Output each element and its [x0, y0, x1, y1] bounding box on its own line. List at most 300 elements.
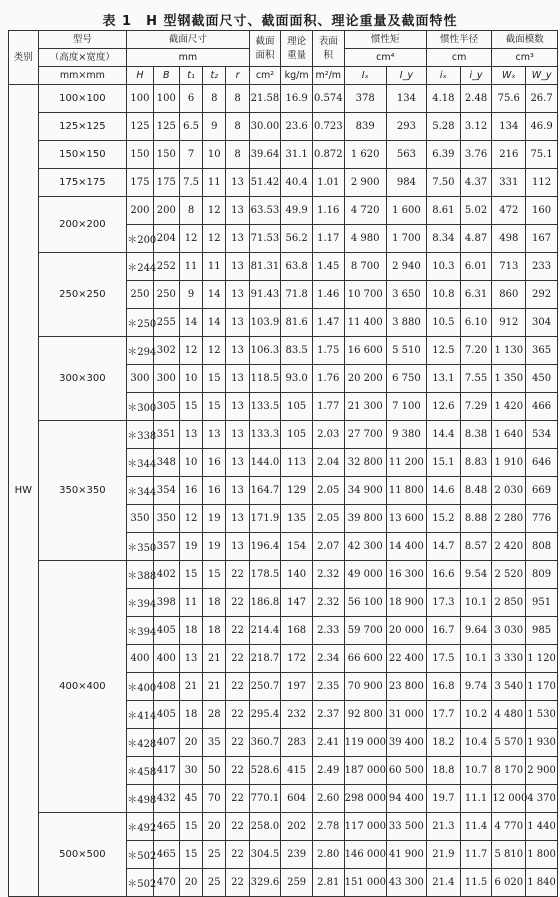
- data-cell: 17.7: [426, 701, 460, 729]
- table-row: [9, 421, 558, 449]
- data-cell: 175: [153, 169, 179, 197]
- data-cell: 2 900: [526, 757, 558, 785]
- data-cell: 8: [179, 197, 202, 225]
- data-cell: 13: [226, 337, 249, 365]
- data-cell: 259: [281, 869, 313, 897]
- header-col-H: H: [127, 67, 153, 85]
- data-cell: 465: [153, 813, 179, 841]
- data-cell: 22: [226, 869, 249, 897]
- data-cell: 13: [226, 393, 249, 421]
- data-cell: 150: [127, 141, 153, 169]
- data-cell: 15: [179, 393, 202, 421]
- data-cell: 2.41: [312, 729, 344, 757]
- data-cell: 81.31: [249, 253, 281, 281]
- data-cell: 75.1: [526, 141, 558, 169]
- data-cell: 172: [281, 645, 313, 673]
- table-body: [9, 85, 558, 897]
- data-cell: 16: [203, 449, 226, 477]
- data-cell: 331: [492, 169, 526, 197]
- data-cell: 2.33: [312, 617, 344, 645]
- data-cell: 19: [203, 505, 226, 533]
- data-cell: 12: [179, 225, 202, 253]
- data-cell: 20 000: [386, 617, 426, 645]
- data-cell: 2.03: [312, 421, 344, 449]
- data-cell: 6.01: [460, 253, 492, 281]
- data-cell: 7 100: [386, 393, 426, 421]
- data-cell: 15: [203, 365, 226, 393]
- data-cell: 8 170: [492, 757, 526, 785]
- data-cell: 498: [492, 225, 526, 253]
- data-cell: 18: [179, 617, 202, 645]
- data-cell: 4 980: [344, 225, 386, 253]
- data-cell: 13: [179, 421, 202, 449]
- data-cell: 470: [153, 869, 179, 897]
- data-cell: 258.0: [249, 813, 281, 841]
- data-cell: 66 600: [344, 645, 386, 673]
- data-cell: 2.81: [312, 869, 344, 897]
- data-cell: 293: [386, 113, 426, 141]
- data-cell: 1 600: [386, 197, 426, 225]
- data-cell: 12 000: [492, 785, 526, 813]
- data-cell: 9.54: [460, 561, 492, 589]
- data-cell: 22: [226, 701, 249, 729]
- data-cell: 528.6: [249, 757, 281, 785]
- data-cell: 776: [526, 505, 558, 533]
- data-cell: 808: [526, 533, 558, 561]
- data-cell: 2 940: [386, 253, 426, 281]
- data-cell: 18 900: [386, 589, 426, 617]
- model-size-cell: 500×500: [38, 813, 127, 897]
- data-cell: 232: [281, 701, 313, 729]
- data-cell: 11: [179, 589, 202, 617]
- data-cell: 10.2: [460, 701, 492, 729]
- data-cell: 11 800: [386, 477, 426, 505]
- header-category: 类别: [9, 31, 39, 85]
- model-size-cell: 200×200: [38, 197, 127, 253]
- data-cell: 4 770: [492, 813, 526, 841]
- data-cell: 118.5: [249, 365, 281, 393]
- data-cell: 13: [226, 169, 249, 197]
- data-cell: 31.1: [281, 141, 313, 169]
- data-cell: 2.32: [312, 589, 344, 617]
- data-cell: 175: [127, 169, 153, 197]
- data-cell: 13 600: [386, 505, 426, 533]
- data-cell: 10.5: [426, 309, 460, 337]
- data-cell: 200: [153, 197, 179, 225]
- data-cell: 951: [526, 589, 558, 617]
- data-cell: 0.723: [312, 113, 344, 141]
- data-cell: 43 300: [386, 869, 426, 897]
- data-cell: 164.7: [249, 477, 281, 505]
- data-cell: 13: [226, 505, 249, 533]
- data-cell: 11: [179, 253, 202, 281]
- data-cell: 12: [203, 225, 226, 253]
- data-cell: 300: [127, 365, 153, 393]
- data-cell: 20 200: [344, 365, 386, 393]
- data-cell: ＊294: [127, 337, 153, 365]
- data-cell: 357: [153, 533, 179, 561]
- data-cell: 302: [153, 337, 179, 365]
- header-weight: 理论 重量: [281, 31, 313, 67]
- data-cell: 6.10: [460, 309, 492, 337]
- data-cell: 10 700: [344, 281, 386, 309]
- data-cell: 1.17: [312, 225, 344, 253]
- data-cell: 13: [179, 645, 202, 673]
- data-cell: 22: [226, 757, 249, 785]
- data-cell: 160: [526, 197, 558, 225]
- data-cell: 21: [203, 645, 226, 673]
- data-cell: 1 840: [526, 869, 558, 897]
- data-cell: 81.6: [281, 309, 313, 337]
- data-cell: 2 520: [492, 561, 526, 589]
- data-cell: 70 900: [344, 673, 386, 701]
- data-cell: 11 400: [344, 309, 386, 337]
- header-col-Wx: Wₓ: [492, 67, 526, 85]
- data-cell: 30: [179, 757, 202, 785]
- data-cell: 200: [127, 197, 153, 225]
- header-weight-unit: kg/m: [281, 67, 313, 85]
- data-cell: 15: [203, 561, 226, 589]
- data-cell: 7.20: [460, 337, 492, 365]
- data-cell: 15.1: [426, 449, 460, 477]
- data-cell: 129: [281, 477, 313, 505]
- data-cell: 22: [226, 589, 249, 617]
- data-cell: 178.5: [249, 561, 281, 589]
- data-cell: 22: [226, 813, 249, 841]
- data-cell: 13: [226, 197, 249, 225]
- data-cell: 2.35: [312, 673, 344, 701]
- data-cell: 350: [153, 505, 179, 533]
- data-cell: 3 030: [492, 617, 526, 645]
- data-cell: 4.87: [460, 225, 492, 253]
- data-cell: ＊344: [127, 449, 153, 477]
- data-cell: ＊502: [127, 841, 153, 869]
- data-cell: 40.4: [281, 169, 313, 197]
- data-cell: 92 800: [344, 701, 386, 729]
- data-cell: 402: [153, 561, 179, 589]
- data-cell: 22: [226, 729, 249, 757]
- data-cell: 1 440: [526, 813, 558, 841]
- data-cell: 17.5: [426, 645, 460, 673]
- data-cell: ＊502: [127, 869, 153, 897]
- header-col-r: r: [226, 67, 249, 85]
- data-cell: 12: [203, 197, 226, 225]
- data-cell: 134: [386, 85, 426, 113]
- data-cell: 9.64: [460, 617, 492, 645]
- data-cell: 1.45: [312, 253, 344, 281]
- data-cell: 2.07: [312, 533, 344, 561]
- data-cell: 83.5: [281, 337, 313, 365]
- data-cell: 32 800: [344, 449, 386, 477]
- data-cell: 563: [386, 141, 426, 169]
- data-cell: 14: [203, 309, 226, 337]
- data-cell: 12.6: [426, 393, 460, 421]
- header-section-dim: 截面尺寸: [127, 31, 249, 49]
- data-cell: 91.43: [249, 281, 281, 309]
- data-cell: 8.38: [460, 421, 492, 449]
- data-cell: 912: [492, 309, 526, 337]
- data-cell: 16 300: [386, 561, 426, 589]
- header-model-sub: （高度×宽度）: [38, 49, 127, 67]
- data-cell: 304.5: [249, 841, 281, 869]
- model-size-cell: 250×250: [38, 253, 127, 337]
- data-cell: 11 200: [386, 449, 426, 477]
- data-cell: 21.9: [426, 841, 460, 869]
- header-modulus: 截面模数: [492, 31, 558, 49]
- data-cell: 472: [492, 197, 526, 225]
- data-cell: 405: [153, 617, 179, 645]
- data-cell: 41 900: [386, 841, 426, 869]
- data-cell: 134: [492, 113, 526, 141]
- data-cell: 100: [153, 85, 179, 113]
- data-cell: 1 910: [492, 449, 526, 477]
- data-cell: 304: [526, 309, 558, 337]
- data-cell: 2.48: [460, 85, 492, 113]
- table-title: 表 1 H 型钢截面尺寸、截面面积、理论重量及截面特性: [102, 14, 458, 29]
- header-inertia: 惯性矩: [344, 31, 426, 49]
- data-cell: 9 380: [386, 421, 426, 449]
- data-cell: 8.34: [426, 225, 460, 253]
- header-col-t2: t₂: [203, 67, 226, 85]
- data-cell: 13.1: [426, 365, 460, 393]
- data-cell: 860: [492, 281, 526, 309]
- data-cell: 15: [179, 841, 202, 869]
- data-cell: 1.16: [312, 197, 344, 225]
- data-cell: 465: [153, 841, 179, 869]
- data-cell: 351: [153, 421, 179, 449]
- table-row: [9, 141, 558, 169]
- data-cell: 19: [179, 533, 202, 561]
- data-cell: 604: [281, 785, 313, 813]
- data-cell: 151 000: [344, 869, 386, 897]
- data-cell: 300: [153, 365, 179, 393]
- model-size-cell: 150×150: [38, 141, 127, 169]
- data-cell: 1 930: [526, 729, 558, 757]
- data-cell: 1 120: [526, 645, 558, 673]
- data-cell: 218.7: [249, 645, 281, 673]
- data-cell: 33 500: [386, 813, 426, 841]
- table-row: [9, 561, 558, 589]
- data-cell: 70: [203, 785, 226, 813]
- data-cell: 12: [179, 505, 202, 533]
- data-cell: 39 800: [344, 505, 386, 533]
- data-cell: 16.6: [426, 561, 460, 589]
- data-cell: 10.4: [460, 729, 492, 757]
- data-cell: 22: [226, 785, 249, 813]
- data-cell: 13: [226, 533, 249, 561]
- data-cell: 12: [179, 337, 202, 365]
- data-cell: 25: [203, 869, 226, 897]
- data-cell: 187 000: [344, 757, 386, 785]
- data-cell: 3.76: [460, 141, 492, 169]
- data-cell: 4 720: [344, 197, 386, 225]
- data-cell: 147: [281, 589, 313, 617]
- data-cell: 18.8: [426, 757, 460, 785]
- data-cell: 112: [526, 169, 558, 197]
- data-cell: 9: [179, 281, 202, 309]
- data-cell: 119 000: [344, 729, 386, 757]
- data-cell: 6.5: [179, 113, 202, 141]
- data-cell: 21.3: [426, 813, 460, 841]
- data-cell: 42 300: [344, 533, 386, 561]
- data-cell: 378: [344, 85, 386, 113]
- data-cell: 8.88: [460, 505, 492, 533]
- data-cell: 125: [153, 113, 179, 141]
- data-cell: 214.4: [249, 617, 281, 645]
- data-cell: 16.9: [281, 85, 313, 113]
- table-row: [9, 113, 558, 141]
- model-size-cell: 100×100: [38, 85, 127, 113]
- data-cell: 11.5: [460, 869, 492, 897]
- data-cell: 20: [179, 729, 202, 757]
- data-cell: 18.2: [426, 729, 460, 757]
- header-area-unit: cm²: [249, 67, 281, 85]
- data-cell: 15: [179, 561, 202, 589]
- data-cell: 365: [526, 337, 558, 365]
- data-cell: 329.6: [249, 869, 281, 897]
- data-cell: 2.49: [312, 757, 344, 785]
- data-cell: 11: [203, 253, 226, 281]
- data-cell: 13: [226, 309, 249, 337]
- data-cell: 71.8: [281, 281, 313, 309]
- data-cell: 196.4: [249, 533, 281, 561]
- data-cell: 2.37: [312, 701, 344, 729]
- data-cell: 10.3: [426, 253, 460, 281]
- data-cell: 1.46: [312, 281, 344, 309]
- data-cell: 292: [526, 281, 558, 309]
- table-row: [9, 169, 558, 197]
- header-col-t1: t₁: [179, 67, 202, 85]
- data-cell: 2 900: [344, 169, 386, 197]
- data-cell: 534: [526, 421, 558, 449]
- header-surface-unit: m²/m: [312, 67, 344, 85]
- data-cell: ＊388: [127, 561, 153, 589]
- data-cell: 56.2: [281, 225, 313, 253]
- data-cell: 450: [526, 365, 558, 393]
- data-cell: 985: [526, 617, 558, 645]
- data-cell: 0.574: [312, 85, 344, 113]
- data-cell: 14.4: [426, 421, 460, 449]
- data-cell: 11.1: [460, 785, 492, 813]
- data-cell: 8: [226, 141, 249, 169]
- data-cell: 133.3: [249, 421, 281, 449]
- data-cell: 669: [526, 477, 558, 505]
- data-cell: 171.9: [249, 505, 281, 533]
- data-cell: 30.00: [249, 113, 281, 141]
- header-radius: 惯性半径: [426, 31, 491, 49]
- data-cell: 2.80: [312, 841, 344, 869]
- data-cell: 2 280: [492, 505, 526, 533]
- data-cell: 6 020: [492, 869, 526, 897]
- data-cell: 713: [492, 253, 526, 281]
- data-cell: 22: [226, 645, 249, 673]
- data-cell: 12: [203, 337, 226, 365]
- header-area: 截面 面积: [249, 31, 281, 67]
- data-cell: ＊492: [127, 813, 153, 841]
- data-cell: ＊394: [127, 617, 153, 645]
- header-col-Wy: W_y: [526, 67, 558, 85]
- data-cell: 144.0: [249, 449, 281, 477]
- data-cell: 400: [153, 645, 179, 673]
- data-cell: 186.8: [249, 589, 281, 617]
- data-cell: 18: [203, 589, 226, 617]
- header-col-Ix: Iₓ: [344, 67, 386, 85]
- data-cell: 1 620: [344, 141, 386, 169]
- data-cell: 154: [281, 533, 313, 561]
- data-cell: 51.42: [249, 169, 281, 197]
- data-cell: ＊498: [127, 785, 153, 813]
- header-modulus-unit: cm³: [492, 49, 558, 67]
- model-size-cell: 400×400: [38, 561, 127, 813]
- data-cell: 16.8: [426, 673, 460, 701]
- data-cell: 6.39: [426, 141, 460, 169]
- model-size-cell: 300×300: [38, 337, 127, 421]
- data-cell: 60 500: [386, 757, 426, 785]
- data-cell: 4.18: [426, 85, 460, 113]
- data-cell: 46.9: [526, 113, 558, 141]
- data-cell: 3 650: [386, 281, 426, 309]
- data-cell: 3 540: [492, 673, 526, 701]
- data-cell: 21.58: [249, 85, 281, 113]
- data-cell: 10.8: [426, 281, 460, 309]
- data-cell: 466: [526, 393, 558, 421]
- data-cell: 2.05: [312, 505, 344, 533]
- data-cell: 360.7: [249, 729, 281, 757]
- data-cell: 298 000: [344, 785, 386, 813]
- data-cell: 8: [226, 113, 249, 141]
- data-cell: 22: [226, 617, 249, 645]
- data-cell: 106.3: [249, 337, 281, 365]
- data-cell: 5 510: [386, 337, 426, 365]
- data-cell: 35: [203, 729, 226, 757]
- data-cell: 1 420: [492, 393, 526, 421]
- data-cell: 26.7: [526, 85, 558, 113]
- model-size-cell: 125×125: [38, 113, 127, 141]
- data-cell: 2 030: [492, 477, 526, 505]
- data-cell: 23.6: [281, 113, 313, 141]
- header-surface: 表面 积: [312, 31, 344, 67]
- data-cell: 100: [127, 85, 153, 113]
- header-col-Iy: I_y: [386, 67, 426, 85]
- header-inertia-unit: cm⁴: [344, 49, 426, 67]
- data-cell: 8.61: [426, 197, 460, 225]
- data-cell: 19: [203, 533, 226, 561]
- data-cell: 17.3: [426, 589, 460, 617]
- data-cell: 22: [226, 841, 249, 869]
- data-cell: 117 000: [344, 813, 386, 841]
- table-row: [9, 337, 558, 365]
- data-cell: 2.60: [312, 785, 344, 813]
- model-size-cell: 350×350: [38, 421, 127, 561]
- data-cell: 5 810: [492, 841, 526, 869]
- data-cell: 13: [226, 281, 249, 309]
- data-cell: 6 750: [386, 365, 426, 393]
- data-cell: 7.55: [460, 365, 492, 393]
- data-cell: 10.1: [460, 589, 492, 617]
- data-cell: 15: [203, 393, 226, 421]
- data-cell: 7.50: [426, 169, 460, 197]
- data-cell: ＊344: [127, 477, 153, 505]
- data-cell: 21: [203, 673, 226, 701]
- data-cell: 1 130: [492, 337, 526, 365]
- data-cell: 0.872: [312, 141, 344, 169]
- data-cell: 1.47: [312, 309, 344, 337]
- data-cell: ＊300: [127, 393, 153, 421]
- data-cell: 16.7: [426, 617, 460, 645]
- data-cell: 4 480: [492, 701, 526, 729]
- data-cell: 21: [179, 673, 202, 701]
- data-cell: 75.6: [492, 85, 526, 113]
